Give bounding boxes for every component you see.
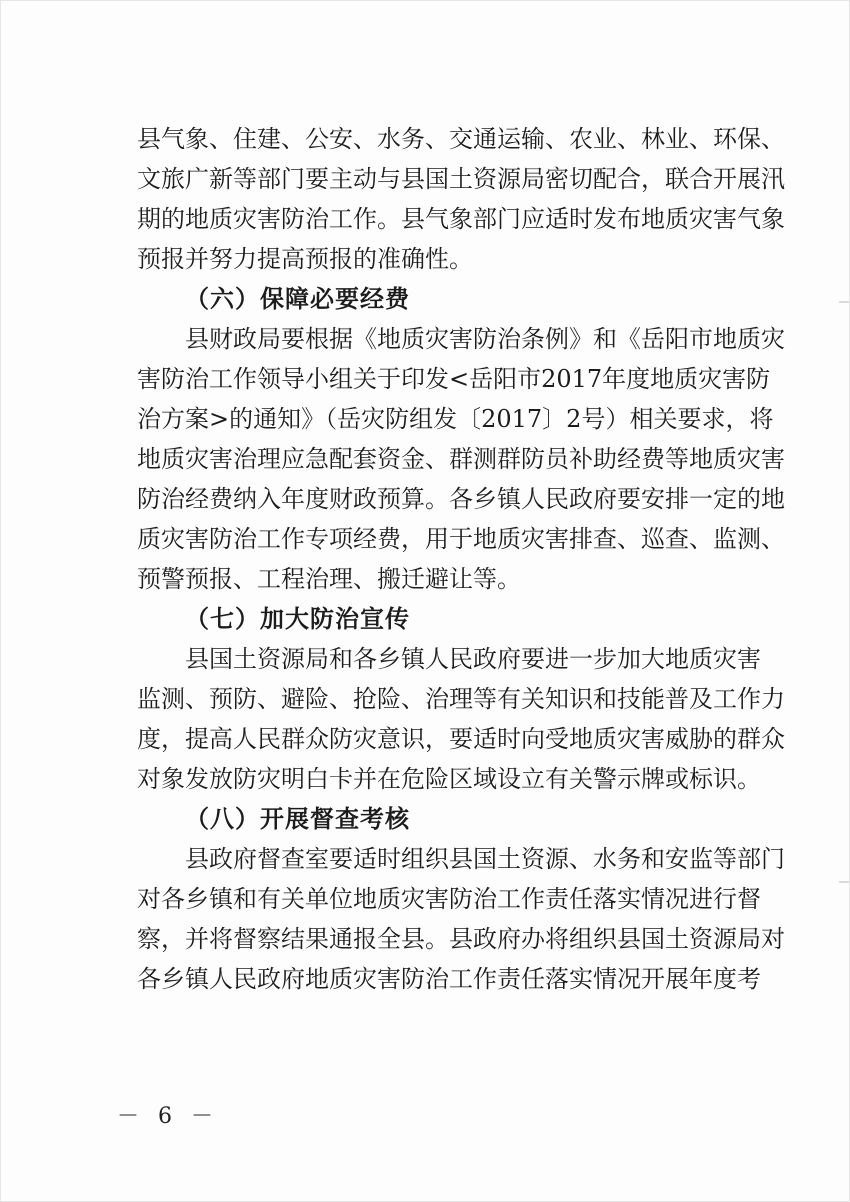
paragraph-first-line: 县财政局要根据《地质灾害防治条例》和《岳阳市地质灾: [185, 325, 785, 353]
paragraph-line: 察，并将督察结果通报全县。县政府办将组织县国土资源局对: [137, 925, 785, 953]
paragraph-last-line: 对象发放防灾明白卡并在危险区域设立有关警示牌或标识。: [137, 765, 761, 793]
paragraph-line: 期的地质灾害防治工作。县气象部门应适时发布地质灾害气象: [137, 205, 785, 233]
paragraph-first-line: 县政府督查室要适时组织县国土资源、水务和安监等部门: [185, 845, 785, 873]
paragraph-line: 度，提高人民群众防灾意识，要适时向受地质灾害威胁的群众: [137, 725, 785, 753]
paragraph-last-line: 预警预报、工程治理、搬迁避让等。: [137, 565, 521, 593]
paragraph-line: 地质灾害治理应急配套资金、群测群防员补助经费等地质灾害: [137, 445, 785, 473]
scan-artifact: [839, 301, 849, 303]
section-heading: （七）加大防治宣传: [185, 605, 410, 633]
paragraph-line: 治方案>的通知》（岳灾防组发〔2017〕2号）相关要求，将: [137, 405, 774, 433]
paragraph-line: 防治经费纳入年度财政预算。各乡镇人民政府要安排一定的地: [137, 485, 785, 513]
paragraph-line: 质灾害防治工作专项经费，用于地质灾害排查、巡查、监测、: [137, 525, 785, 553]
scan-artifact: [839, 881, 849, 883]
paragraph-first-line: 县国土资源局和各乡镇人民政府要进一步加大地质灾害: [185, 645, 761, 673]
paragraph-line: 监测、预防、避险、抢险、治理等有关知识和技能普及工作力: [137, 685, 785, 713]
document-body: [137, 119, 785, 999]
paragraph-line: 对各乡镇和有关单位地质灾害防治工作责任落实情况进行督: [137, 885, 761, 913]
section-heading: （八）开展督查考核: [185, 805, 410, 833]
paragraph-last-line: 预报并努力提高预报的准确性。: [137, 245, 473, 273]
page-number: － 6 －: [117, 1104, 219, 1129]
paragraph-line: 文旅广新等部门要主动与县国土资源局密切配合，联合开展汛: [137, 165, 785, 193]
paragraph-line: 害防治工作领导小组关于印发<岳阳市2017年度地质灾害防: [137, 365, 771, 393]
section-heading: （六）保障必要经费: [185, 285, 410, 313]
paragraph-line: 各乡镇人民政府地质灾害防治工作责任落实情况开展年度考: [137, 965, 761, 993]
paragraph-line: 县气象、住建、公安、水务、交通运输、农业、林业、环保、: [137, 125, 785, 153]
